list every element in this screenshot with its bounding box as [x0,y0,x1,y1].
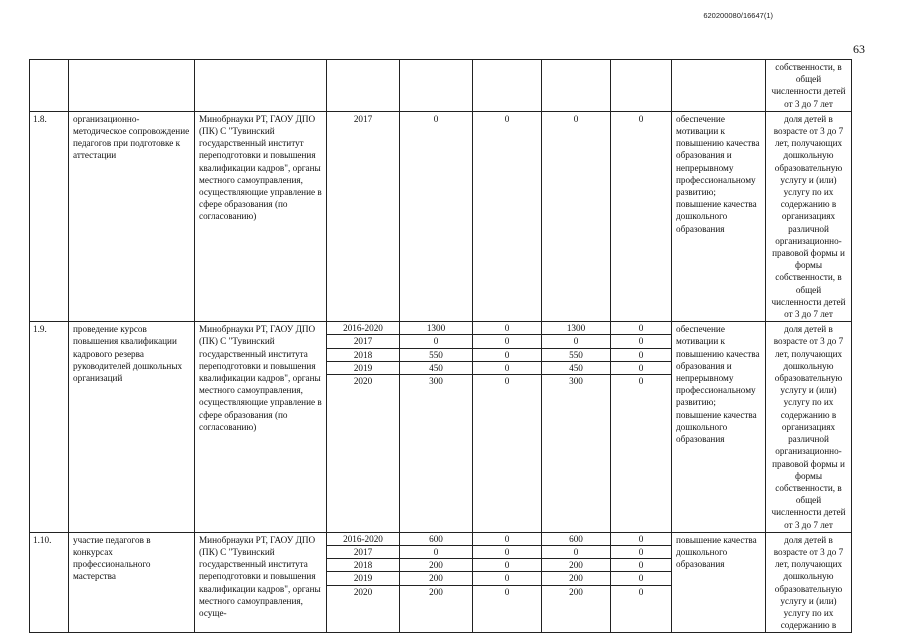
local-value: 0 [638,586,644,597]
federal-value: 0 [473,546,541,559]
local-value: 0 [611,362,671,375]
republic-value: 300 [569,376,583,387]
row-number: 1.10. [30,532,69,633]
cell-total [400,60,473,112]
republic-value: 200 [569,586,583,597]
republic-value: 200 [542,559,610,572]
federal-cell: 0 [473,111,542,321]
local-value: 0 [611,349,671,362]
federal-value: 0 [473,362,541,375]
cell-executor [195,60,327,112]
local-value: 0 [638,376,644,387]
year-value: 2020 [353,376,373,387]
year-value: 2020 [353,586,373,597]
executor-text: Минобрнауки РТ, ГАОУ ДПО (ПК) С "Тувинский государственный института переподготовки и повышения квалификации кадров", органы местного самоуправления, осуще- [195,532,327,633]
federal-value: 0 [473,335,541,348]
republic-value: 450 [542,362,610,375]
event-text: участие педагогов в конкурсах профессионального мастерства [69,532,195,633]
executor-text: Минобрнауки РТ, ГАОУ ДПО (ПК) С "Тувинский государственный института переподготовки и повышения квалификации кадров", органы местного самоуправления, осуществляющие управление в сфере образования (по согласованию) [195,322,327,532]
cell-indicator: собственности, в общей численности детей от 3 до 7 лет [766,60,852,112]
result-text: обеспечение мотивации к повышению качества образования и непрерывному профессиональному развитию; повышение качества дошкольного образования [672,322,766,532]
row-number: 1.9. [30,322,69,532]
table-row [30,322,852,532]
local-cell [611,322,672,532]
total-value: 1300 [400,322,472,335]
total-cell: 0 [400,111,473,321]
cell-result [672,60,766,112]
year-value: 2016-2020 [327,533,399,546]
year-value: 2018 [327,349,399,362]
event-text: организационно-методическое сопровождение педагогов при подготовке к аттестации [69,111,195,321]
local-cell [611,532,672,633]
total-value: 200 [429,586,443,597]
republic-value: 0 [542,546,610,559]
document-id: 620200080/16647(1) [703,11,773,20]
cell-federal [473,60,542,112]
local-value: 0 [611,533,671,546]
republic-value: 0 [542,335,610,348]
year-value: 2019 [327,572,399,585]
federal-value: 0 [473,572,541,585]
total-cell [400,532,473,633]
year-cell [327,532,400,633]
page-number: 63 [853,42,865,56]
table-row [30,532,852,633]
republic-cell [542,322,611,532]
republic-value: 550 [542,349,610,362]
cell-local [611,60,672,112]
local-value: 0 [611,546,671,559]
federal-cell [473,532,542,633]
republic-value: 1300 [542,322,610,335]
local-cell: 0 [611,111,672,321]
federal-value: 0 [473,349,541,362]
total-value: 550 [400,349,472,362]
republic-cell [542,532,611,633]
total-value: 200 [400,559,472,572]
program-table [29,59,852,633]
local-value: 0 [611,559,671,572]
total-value: 0 [400,546,472,559]
federal-value: 0 [473,533,541,546]
local-value: 0 [611,572,671,585]
year-cell [327,322,400,532]
republic-value: 200 [542,572,610,585]
result-text: обеспечение мотивации к повышению качества образования и непрерывному профессиональному развитию; повышение качества дошкольного образования [672,111,766,321]
year-value: 2016-2020 [327,322,399,335]
executor-text: Минобрнауки РТ, ГАОУ ДПО (ПК) С "Тувинский государственный институт переподготовки и повышения квалификации кадров", органы местного самоуправления, осуществляющие управление в сфере образования (по согласованию) [195,111,327,321]
cell-republic [542,60,611,112]
year-value: 2018 [327,559,399,572]
republic-value: 600 [542,533,610,546]
row-number: 1.8. [30,111,69,321]
total-cell [400,322,473,532]
year-cell: 2017 [327,111,400,321]
federal-value: 0 [504,586,510,597]
cell-event [69,60,195,112]
event-text: проведение курсов повышения квалификации кадрового резерва руководителей дошкольных организаций [69,322,195,532]
cell-year [327,60,400,112]
federal-value: 0 [473,322,541,335]
federal-value: 0 [504,376,510,387]
result-text: повышение качества дошкольного образования [672,532,766,633]
federal-cell [473,322,542,532]
indicator-text: доля детей в возрасте от 3 до 7 лет, получающих дошкольную образовательную услугу и (или) услугу по их содержанию в организациях различной организационно-правовой формы и формы собственности, в общей численности детей от 3 до 7 лет [766,322,852,532]
federal-value: 0 [473,559,541,572]
indicator-text: доля детей в возрасте от 3 до 7 лет, получающих дошкольную образовательную услугу и (или) услугу по их содержанию в организациях различной организационно-правовой формы и формы собственности, в общей численности детей от 3 до 7 лет [766,111,852,321]
table-row-continuation [30,60,852,112]
indicator-text: доля детей в возрасте от 3 до 7 лет, получающих дошкольную образовательную услугу и (или) услугу по их содержанию в [766,532,852,633]
total-value: 600 [400,533,472,546]
year-value: 2017 [327,335,399,348]
local-value: 0 [611,322,671,335]
total-value: 300 [429,376,443,387]
local-value: 0 [611,335,671,348]
republic-cell: 0 [542,111,611,321]
total-value: 200 [400,572,472,585]
year-value: 2019 [327,362,399,375]
year-value: 2017 [327,546,399,559]
total-value: 0 [400,335,472,348]
table-row [30,111,852,321]
total-value: 450 [400,362,472,375]
cell-num [30,60,69,112]
